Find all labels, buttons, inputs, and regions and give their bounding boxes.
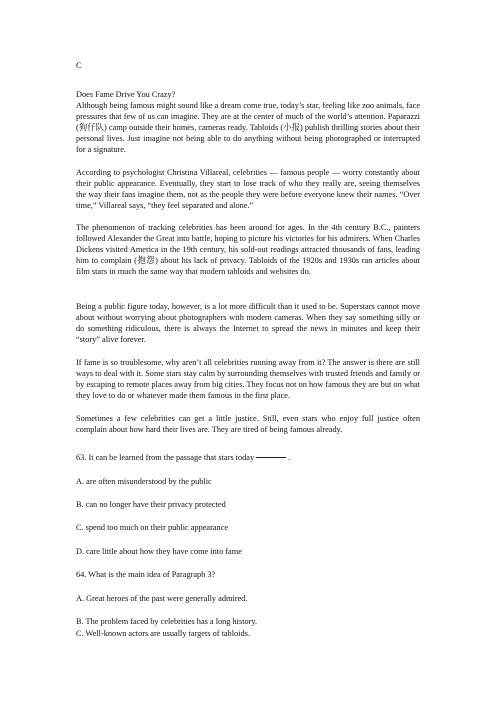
paragraph-2: According to psychologist Christina Villareal, celebrities — famous people — worry constantly about their public appearance. Eventually, they start to lose track of who they really are, seeing themselves the way their fans imagine them, not as the people they were before everyone knew their names. “Over time,” Villareal says, “they feel separated and alone.” — [76, 168, 420, 211]
question-stem-text: 63. It can be learned from the passage that stars today — [76, 453, 255, 462]
question-64-option-c: C. Well-known actors are usually targets of tabloids. — [76, 629, 250, 638]
question-63-option-a: A. are often misunderstood by the public — [76, 477, 212, 486]
question-stem-end: . — [288, 453, 291, 462]
paragraph-5: If fame is so troublesome, why aren’t all celebrities running away from it? The answer is there are still ways to deal with it. Some stars stay calm by surrounding themselves with trusted friends and family or by escaping to remote places away from big cities. They focus not on how famous they are but on what they love to do or whatever made them famous in the first place. — [76, 358, 420, 401]
paragraph-4: Being a public figure today, however, is a lot more difficult than it used to be. Superstars cannot move about without worrying about photographers with modern cameras. When they say something silly or do something ridiculous, there is always the Internet to spread the news in minutes and keep their “story” alive forever. — [76, 302, 420, 345]
question-64-option-a: A. Great heroes of the past were generally admired. — [76, 594, 248, 603]
passage-title: Does Fame Drive You Crazy? — [76, 90, 176, 99]
question-63-option-d: D. care little about how they have come into fame — [76, 547, 242, 556]
question-64-stem: 64. What is the main idea of Paragraph 3? — [76, 570, 216, 579]
section-letter: C — [76, 60, 82, 70]
answer-blank — [256, 457, 286, 458]
question-63-stem — [76, 452, 290, 463]
question-63-option-c: C. spend too much on their public appearance — [76, 523, 229, 532]
paragraph-6: Sometimes a few celebrities can get a little justice. Still, even stars who enjoy full justice often complain about how hard their lives are. They are tired of being famous already. — [76, 414, 420, 435]
paragraph-1: Although being famous might sound like a dream come true, today’s star, feeling like zoo animals, face pressures that few of us can imagine. They are at the center of much of the world’s attention. Paparazzi (狗仔队) camp outside their homes, cameras ready. Tabloids (小报) publish thrilling stories about their personal lives. Just imagine not being able to do anything without being photographed or interrupted for a signature. — [76, 101, 420, 155]
question-63-option-b: B. can no longer have their privacy protected — [76, 500, 226, 509]
paragraph-3: The phenomenon of tracking celebrities has been around for ages. In the 4th century B.C., painters followed Alexander the Great into battle, hoping to picture his victories for his admirers. When Charles Dickens visited America in the 19th century, his sold-out readings attracted thousands of fans, leading him to complain (抱怨) about his lack of privacy. Tabloids of the 1920s and 1930s ran articles about film stars in much the same way that modern tabloids and websites do. — [76, 223, 420, 277]
question-64-option-b: B. The problem faced by celebrities has a long history. — [76, 617, 258, 626]
